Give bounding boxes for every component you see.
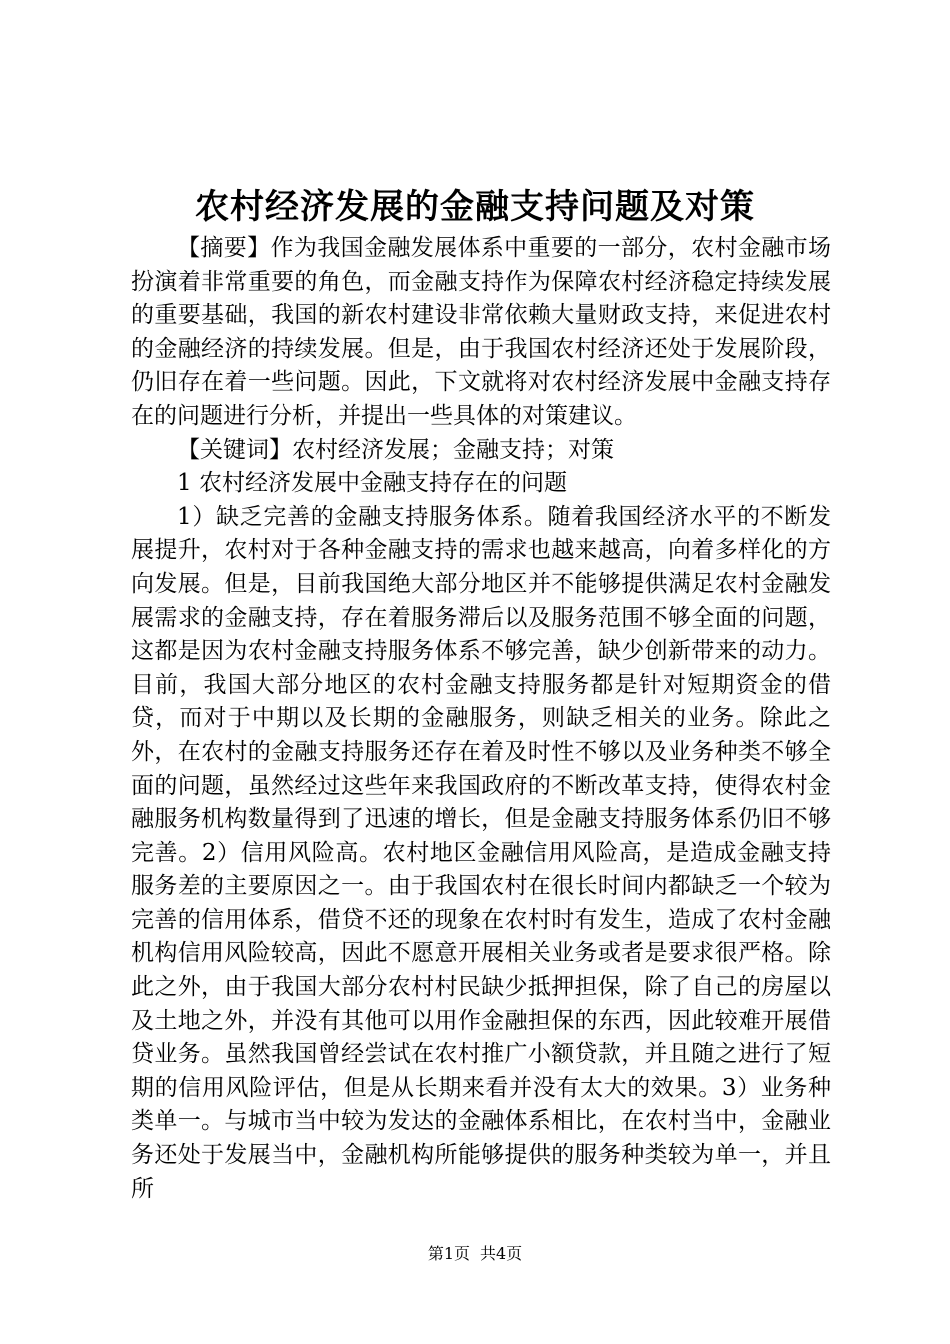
page-number: 第1页: [427, 1244, 470, 1263]
body-paragraph: 1）缺乏完善的金融支持服务体系。随着我国经济水平的不断发展提升，农村对于各种金融支持的需求也越来越高，向着多样化的方向发展。但是，目前我国绝大部分地区并不能够提供满足农村金融发展需求的金融支持，存在着服务滞后以及服务范围不够全面的问题，这都是因为农村金融支持服务体系不够完善，缺少创新带来的动力。目前，我国大部分地区的农村金融支持服务都是针对短期资金的借贷，而对于中期以及长期的金融服务，则缺乏相关的业务。除此之外，在农村的金融支持服务还存在着及时性不够以及业务种类不够全面的问题，虽然经过这些年来我国政府的不断改革支持，使得农村金融服务机构数量得到了迅速的增长，但是金融支持服务体系仍旧不够完善。2）信用风险高。农村地区金融信用风险高，是造成金融支持服务差的主要原因之一。由于我国农村在很长时间内都缺乏一个较为完善的信用体系，借贷不还的现象在农村时有发生，造成了农村金融机构信用风险较高，因此不愿意开展相关业务或者是要求很严格。除此之外，由于我国大部分农村村民缺少抵押担保，除了自己的房屋以及土地之外，并没有其他可以用作金融担保的东西，因此较难开展借贷业务。虽然我国曾经尝试在农村推广小额贷款，并且随之进行了短期的信用风险评估，但是从长期来看并没有太大的效果。3）业务种类单一。与城市当中较为发达的金融体系相比，在农村当中，金融业务还处于发展当中，金融机构所能够提供的服务种类较为单一，并且所: [131, 503, 831, 1202]
document-title: 农村经济发展的金融支持问题及对策: [195, 187, 755, 227]
keywords-paragraph: 【关键词】农村经济发展；金融支持；对策: [177, 436, 614, 463]
abstract-paragraph: 【摘要】作为我国金融发展体系中重要的一部分，农村金融市场扮演着非常重要的角色，而金融支持作为保障农村经济稳定持续发展的重要基础，我国的新农村建设非常依赖大量财政支持，来促进农村的金融经济的持续发展。但是，由于我国农村经济还处于发展阶段，仍旧存在着一些问题。因此，下文就将对农村经济发展中金融支持存在的问题进行分析，并提出一些具体的对策建议。: [131, 235, 831, 429]
page-total: 共4页: [480, 1244, 523, 1263]
document-body: [131, 232, 831, 1206]
section-heading: 1 农村经济发展中金融支持存在的问题: [177, 470, 567, 497]
page-footer: [0, 1242, 950, 1266]
